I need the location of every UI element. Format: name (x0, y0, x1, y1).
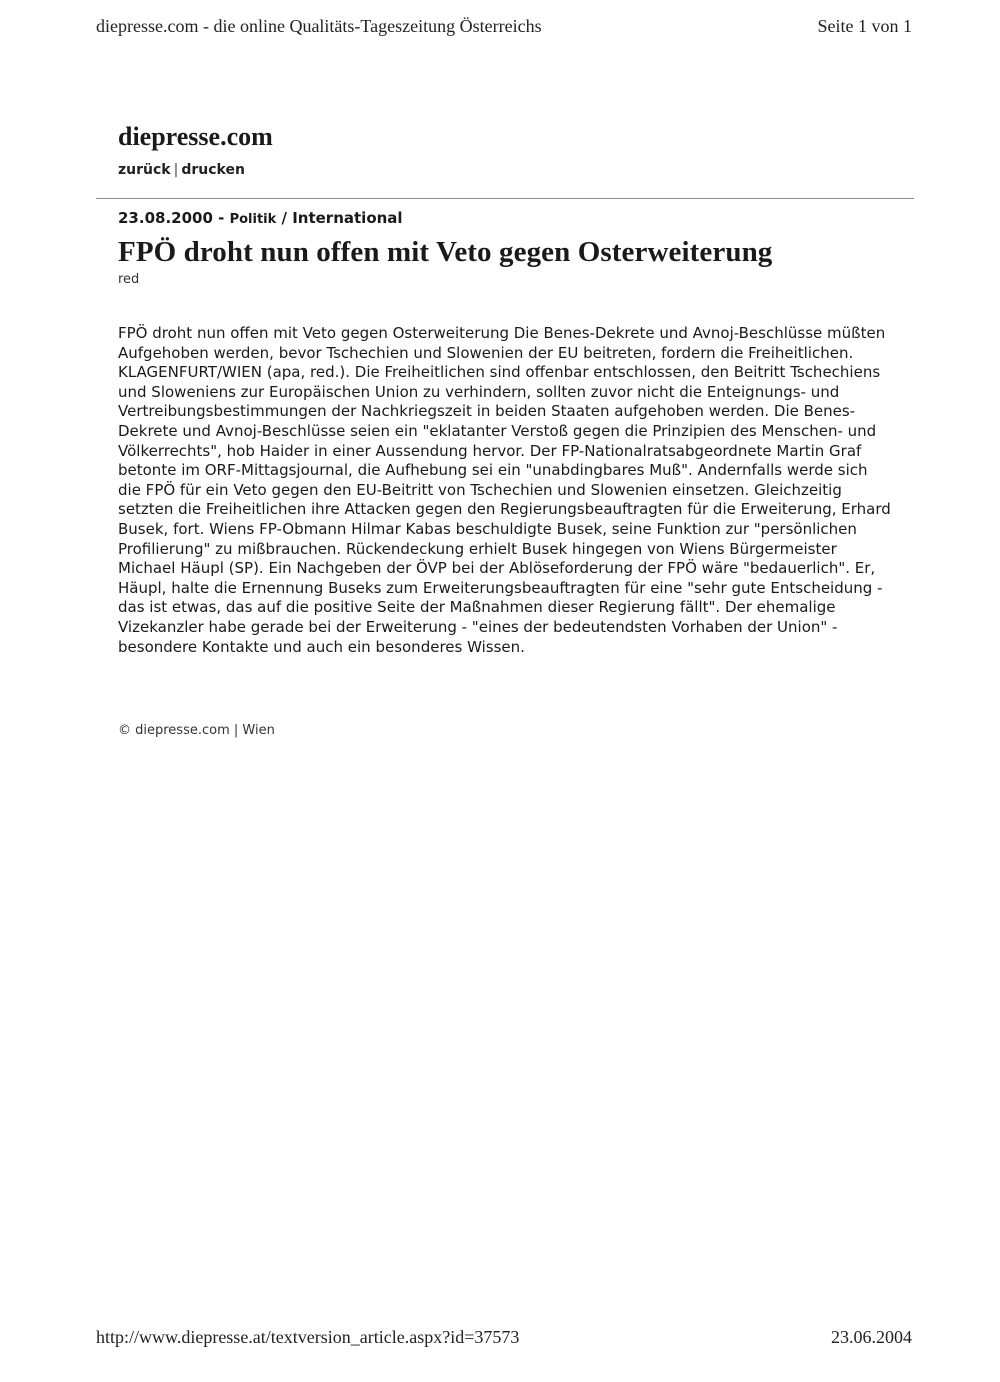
article-nav (118, 162, 245, 178)
article-subsection: International (292, 209, 403, 227)
print-site-title: diepresse.com - die online Qualitäts-Tageszeitung Österreichs (96, 16, 542, 36)
article-headline: FPÖ droht nun offen mit Veto gegen Osterweiterung (118, 236, 773, 268)
article-section: Politik (229, 212, 277, 227)
dateline-separator: - (212, 209, 230, 227)
print-page-number: Seite 1 von 1 (817, 16, 912, 36)
print-url: http://www.diepresse.at/textversion_article.aspx?id=37573 (96, 1327, 520, 1347)
print-link[interactable]: drucken (181, 162, 245, 178)
section-separator: / (276, 209, 293, 227)
print-date: 23.06.2004 (831, 1327, 912, 1347)
article-body: FPÖ droht nun offen mit Veto gegen Osterweiterung Die Benes-Dekrete und Avnoj-Beschlüsse müßten Aufgehoben werden, bevor Tschechien und Slowenien der EU beitreten, fordern die Freiheitlichen. KLAGENFURT/WIEN (apa, red.). Die Freiheitlichen sind offenbar entschlossen, den Beitritt Tschechiens und Sloweniens zur Europäischen Union zu verhindern, sollten zuvor nicht die Enteignungs- und Vertreibungsbestimmungen der Nachkriegszeit in beiden Staaten aufgehoben werden. Die Benes-Dekrete und Avnoj-Beschlüsse seien ein "eklatanter Verstoß gegen die Prinzipien des Menschen- und Völkerrechts", hob Haider in einer Aussendung hervor. Der FP-Nationalratsabgeordnete Martin Graf betonte im ORF-Mittagsjournal, die Aufhebung sei ein "unabdingbares Muß". Andernfalls werde sich die FPÖ für ein Veto gegen den EU-Beitritt von Tschechien und Slowenien einsetzen. Gleichzeitig setzten die Freiheitlichen ihre Attacken gegen den Regierungsbeauftragten für die Erweiterung, Erhard Busek, fort. Wiens FP-Obmann Hilmar Kabas beschuldigte Busek, seine Funktion zur "persönlichen Profilierung" zu mißbrauchen. Rückendeckung erhielt Busek hingegen von Wiens Bürgermeister Michael Häupl (SP). Ein Nachgeben der ÖVP bei der Ablöseforderung der FPÖ wäre "bedauerlich". Er, Häupl, halte die Ernennung Buseks zum Erweiterungsbeauftragten für eine "sehr gute Entscheidung - das ist etwas, das auf die positive Seite der Maßnahmen dieser Regierung fällt". Der ehemalige Vizekanzler habe gerade bei der Erweiterung - "eines der bedeutendsten Vorhaben der Union" - besondere Kontakte und auch ein besonderes Wissen. (118, 324, 891, 656)
article-date: 23.08.2000 (118, 209, 213, 227)
site-logo: diepresse.com (118, 122, 273, 151)
print-footer (96, 1327, 912, 1348)
article-author: red (118, 272, 140, 287)
print-header (96, 16, 912, 37)
article-copyright: © diepresse.com | Wien (118, 723, 275, 738)
nav-separator: | (173, 162, 179, 178)
article-dateline (118, 209, 403, 227)
back-link[interactable]: zurück (118, 162, 171, 178)
header-divider (96, 198, 914, 199)
